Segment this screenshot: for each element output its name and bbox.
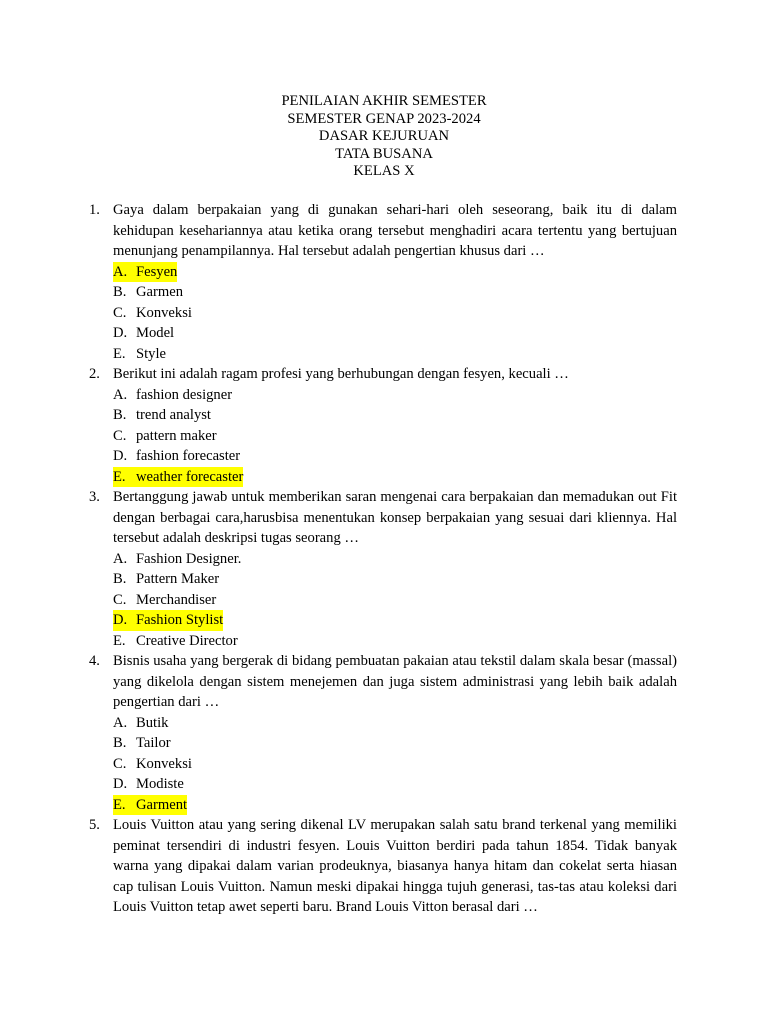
question-text: Berikut ini adalah ragam profesi yang berhubungan dengan fesyen, kecuali …	[113, 366, 569, 382]
header-line-subject: DASAR KEJURUAN	[318, 128, 450, 145]
answer-option	[113, 713, 768, 734]
answer-option-content	[113, 426, 217, 447]
answer-option-content	[113, 774, 184, 795]
question-item	[0, 200, 768, 364]
question-item	[0, 815, 768, 918]
question-number: 4.	[89, 653, 100, 669]
option-text: Style	[136, 345, 166, 362]
option-text: Fashion Stylist	[136, 612, 224, 628]
option-letter: B.	[113, 571, 127, 587]
answer-option	[113, 344, 768, 365]
answer-option-content	[113, 549, 241, 570]
answer-option-content	[113, 590, 216, 611]
option-text: Garmen	[136, 284, 184, 300]
option-text: trend analyst	[136, 407, 211, 423]
answer-option-content	[113, 713, 168, 734]
option-text: Model	[136, 325, 175, 341]
answer-option-content	[113, 733, 171, 754]
option-text: Fashion Designer.	[136, 550, 242, 567]
answer-option	[113, 569, 768, 590]
answer-option	[113, 282, 768, 303]
option-letter: B.	[113, 284, 127, 300]
answer-option-content	[113, 385, 232, 406]
option-text: Merchandiser	[136, 591, 217, 608]
highlighted-answer	[113, 610, 223, 631]
option-letter: C.	[113, 591, 127, 608]
option-letter: E.	[113, 796, 126, 813]
answer-option-content	[113, 754, 192, 775]
answer-option-content	[113, 323, 174, 344]
option-text: pattern maker	[136, 427, 217, 444]
answer-option-content	[113, 405, 211, 426]
option-letter: A.	[113, 550, 128, 567]
answer-option	[113, 631, 768, 652]
option-text: Fesyen	[136, 263, 178, 280]
answer-option-content	[113, 446, 240, 467]
answer-option-content	[113, 569, 219, 590]
option-letter: E.	[113, 632, 126, 649]
header-line-title: PENILAIAN AKHIR SEMESTER	[281, 93, 487, 109]
header-line-semester: SEMESTER GENAP 2023-2024	[287, 110, 481, 127]
option-letter: A.	[113, 263, 128, 280]
option-text: Creative Director	[136, 632, 238, 649]
highlighted-answer	[113, 262, 177, 283]
question-text: Bisnis usaha yang bergerak di bidang pembuatan pakaian atau tekstil dalam skala besar (massal) yang dikelola dengan sistem menejemen dan juga sistem administrasi yang lebih baik adalah pengertian dari …	[113, 653, 677, 710]
question-number: 3.	[89, 489, 100, 505]
answer-option	[113, 446, 768, 467]
answer-option	[113, 405, 768, 426]
option-letter: D.	[113, 325, 128, 341]
question-number: 5.	[89, 817, 100, 833]
answer-option	[113, 426, 768, 447]
option-text: fashion designer	[136, 386, 233, 403]
answer-option	[113, 795, 768, 816]
question-number: 1.	[89, 202, 100, 218]
answer-option	[113, 610, 768, 631]
question-text: Gaya dalam berpakaian yang di gunakan sehari-hari oleh seseorang, baik itu di dalam kehidupan kesehariannya atau ketika orang tersebut menghadiri acara tertentu yang bertujuan menunjang penampilannya. Hal tersebut adalah pengertian khusus dari …	[113, 202, 677, 259]
answer-option	[113, 467, 768, 488]
answer-option	[113, 774, 768, 795]
question-list	[0, 200, 768, 918]
answer-option	[113, 733, 768, 754]
header-line-program: TATA BUSANA	[335, 145, 433, 162]
answer-option	[113, 323, 768, 344]
option-text: Konveksi	[136, 755, 192, 772]
option-text: Modiste	[136, 776, 184, 792]
question-number: 2.	[89, 366, 100, 382]
option-letter: C.	[113, 427, 127, 444]
question-item	[0, 651, 768, 815]
option-letter: D.	[113, 776, 128, 792]
answer-option-content	[113, 282, 183, 303]
option-text: weather forecaster	[136, 468, 244, 485]
highlighted-answer	[113, 467, 243, 488]
answer-option	[113, 303, 768, 324]
answer-option-content	[113, 303, 192, 324]
highlighted-answer	[113, 795, 187, 816]
question-text: Bertanggung jawab untuk memberikan saran mengenai cara berpakaian dan memadukan out Fit dengan berbagai cara,harusbisa menentukan konsep berpakaian yang sesuai dari kliennya. Hal tersebut adalah deskripsi tugas seorang …	[113, 489, 677, 546]
answer-option-content	[113, 631, 238, 652]
option-text: Pattern Maker	[136, 571, 220, 587]
option-letter: A.	[113, 386, 128, 403]
option-text: Tailor	[136, 735, 171, 751]
option-letter: E.	[113, 468, 126, 485]
option-letter: C.	[113, 304, 127, 321]
answer-option	[113, 754, 768, 775]
option-text: Konveksi	[136, 304, 192, 321]
option-text: Butik	[136, 714, 169, 731]
exam-header	[0, 93, 768, 181]
option-text: Garment	[136, 796, 188, 813]
answer-option	[113, 262, 768, 283]
option-letter: B.	[113, 407, 127, 423]
option-letter: D.	[113, 612, 128, 628]
answer-option	[113, 549, 768, 570]
option-letter: E.	[113, 345, 126, 362]
question-item	[0, 487, 768, 651]
option-text: fashion forecaster	[136, 448, 241, 464]
question-item	[0, 364, 768, 487]
answer-option	[113, 385, 768, 406]
option-letter: A.	[113, 714, 128, 731]
option-letter: D.	[113, 448, 128, 464]
answer-option	[113, 590, 768, 611]
answer-option-content	[113, 344, 166, 365]
header-line-class: KELAS X	[353, 163, 415, 180]
question-text: Louis Vuitton atau yang sering dikenal LV merupakan salah satu brand terkenal yang memiliki peminat tersendiri di industri fesyen. Louis Vuitton berdiri pada tahun 1854. Tidak banyak warna yang dipakai dalam varian prodeuknya, biasanya hanya hitam dan cokelat serta hiasan cap tulisan Louis Vuitton. Namun meski dipakai hingga tujuh generasi, tas-tas atau koleksi dari Louis Vuitton tetap awet seperti baru. Brand Louis Vitton berasal dari …	[113, 817, 677, 915]
option-letter: B.	[113, 735, 127, 751]
option-letter: C.	[113, 755, 127, 772]
